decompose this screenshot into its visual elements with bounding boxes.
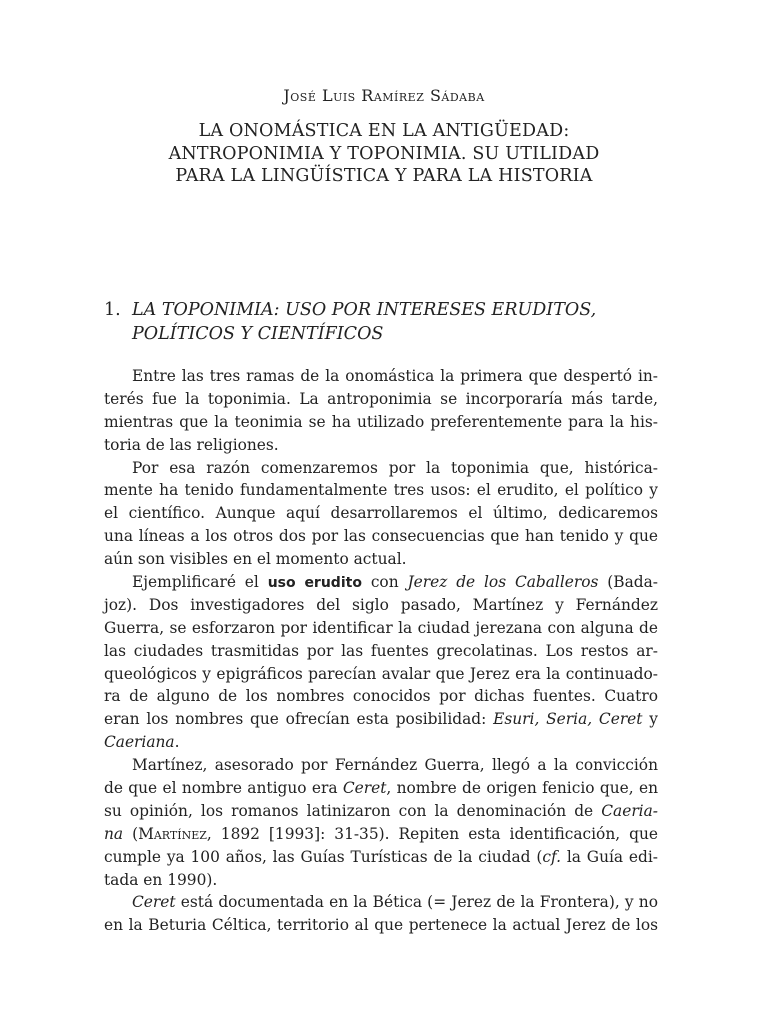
text-line: [104, 823, 658, 846]
text-line: toria de las religiones.: [104, 435, 279, 454]
section-title-line: LA TOPONIMIA: USO POR INTERESES ERUDITOS,: [132, 300, 597, 320]
section-heading: [104, 298, 664, 346]
text-span: de que el nombre antiguo era: [104, 779, 338, 798]
title-line: ANTROPONIMIA Y TOPONIMIA. SU UTILIDAD: [168, 143, 600, 164]
text-span: está documentada en la Bética (= Jerez de la Frontera), y no: [180, 893, 658, 912]
text-line: Guerra, se esforzaron por identificar la ciudad jerezana con alguna de: [104, 618, 658, 637]
text-line: queológicos y epigráficos parecían avalar que Jerez era la continuado-: [104, 664, 658, 683]
text-span: con: [370, 573, 399, 592]
text-span: (: [132, 824, 139, 843]
author-citation: Martínez: [138, 824, 207, 843]
title-line: LA ONOMÁSTICA EN LA ANTIGÜEDAD:: [198, 121, 570, 141]
text-line: aún son visibles en el momento actual.: [104, 550, 407, 569]
text-line: [104, 571, 658, 594]
text-line: Entre las tres ramas de la onomástica la primera que despertó in-: [132, 367, 658, 385]
text-span: , nombre de origen fenicio que, en: [386, 779, 658, 798]
text-line: el científico. Aunque aquí desarrollaremos el último, dedicaremos: [104, 504, 658, 523]
author-name: José Luis Ramírez Sádaba: [283, 86, 485, 105]
bold-term: uso erudito: [267, 575, 362, 592]
text-line: ra de alguno de los nombres conocidos por dichas fuentes. Cuatro: [104, 687, 658, 706]
body-text: [104, 365, 658, 937]
italic-term: Esuri, Seria, Ceret: [493, 710, 643, 729]
text-span: , 1892 [1993]: 31-35). Repiten esta identificación, que: [206, 824, 658, 843]
italic-term: na: [104, 824, 124, 843]
text-span: Ejemplificaré el: [132, 573, 259, 592]
italic-term: Caeriana: [104, 733, 175, 752]
italic-term: Ceret: [132, 893, 176, 912]
text-line: terés fue la toponimia. La antroponimia se incorporaría más tarde,: [104, 389, 658, 408]
italic-term: cf.: [542, 847, 562, 866]
text-line: [104, 777, 658, 800]
text-line: Por esa razón comenzaremos por la toponimia que, histórica-: [132, 458, 658, 477]
text-span: cumple ya 100 años, las Guías Turísticas de la ciudad (: [104, 847, 543, 866]
text-span: su opinión, los romanos latinizaron con la denominación de: [104, 801, 594, 820]
text-line: [104, 731, 658, 754]
text-line: [104, 800, 658, 823]
italic-term: Ceret: [342, 779, 387, 798]
text-line: tada en 1990).: [104, 870, 218, 889]
text-line: joz). Dos investigadores del siglo pasado, Martínez y Fernández: [104, 595, 658, 614]
text-span: (Bada-: [607, 573, 658, 592]
title-line: PARA LA LINGÜÍSTICA Y PARA LA HISTORIA: [175, 166, 593, 186]
italic-term: Jerez de los Caballeros: [407, 573, 599, 592]
section-number: 1.: [104, 300, 121, 320]
article-title: [0, 120, 768, 188]
text-span: eran los nombres que ofrecían esta posibilidad:: [104, 710, 487, 729]
text-span: y: [649, 710, 658, 729]
text-line: [104, 846, 658, 869]
text-line: [104, 891, 658, 914]
section-title-line: POLÍTICOS Y CIENTÍFICOS: [132, 324, 384, 344]
italic-term: Caeria-: [601, 801, 658, 820]
text-line: mientras que la teonimia se ha utilizado preferentemente para la his-: [104, 412, 658, 431]
text-line: las ciudades trasmitidas por las fuentes grecolatinas. Los restos ar-: [104, 641, 658, 660]
text-line: mente ha tenido fundamentalmente tres usos: el erudito, el político y: [104, 481, 658, 500]
text-span: .: [174, 733, 180, 752]
text-line: en la Beturia Céltica, territorio al que pertenece la actual Jerez de los: [104, 916, 658, 935]
text-line: una líneas a los otros dos por las consecuencias que han tenido y que: [104, 527, 658, 546]
text-line: [104, 708, 658, 731]
text-span: la Guía edi-: [566, 847, 658, 866]
text-line: Martínez, asesorado por Fernández Guerra, llegó a la convicción: [132, 756, 658, 775]
